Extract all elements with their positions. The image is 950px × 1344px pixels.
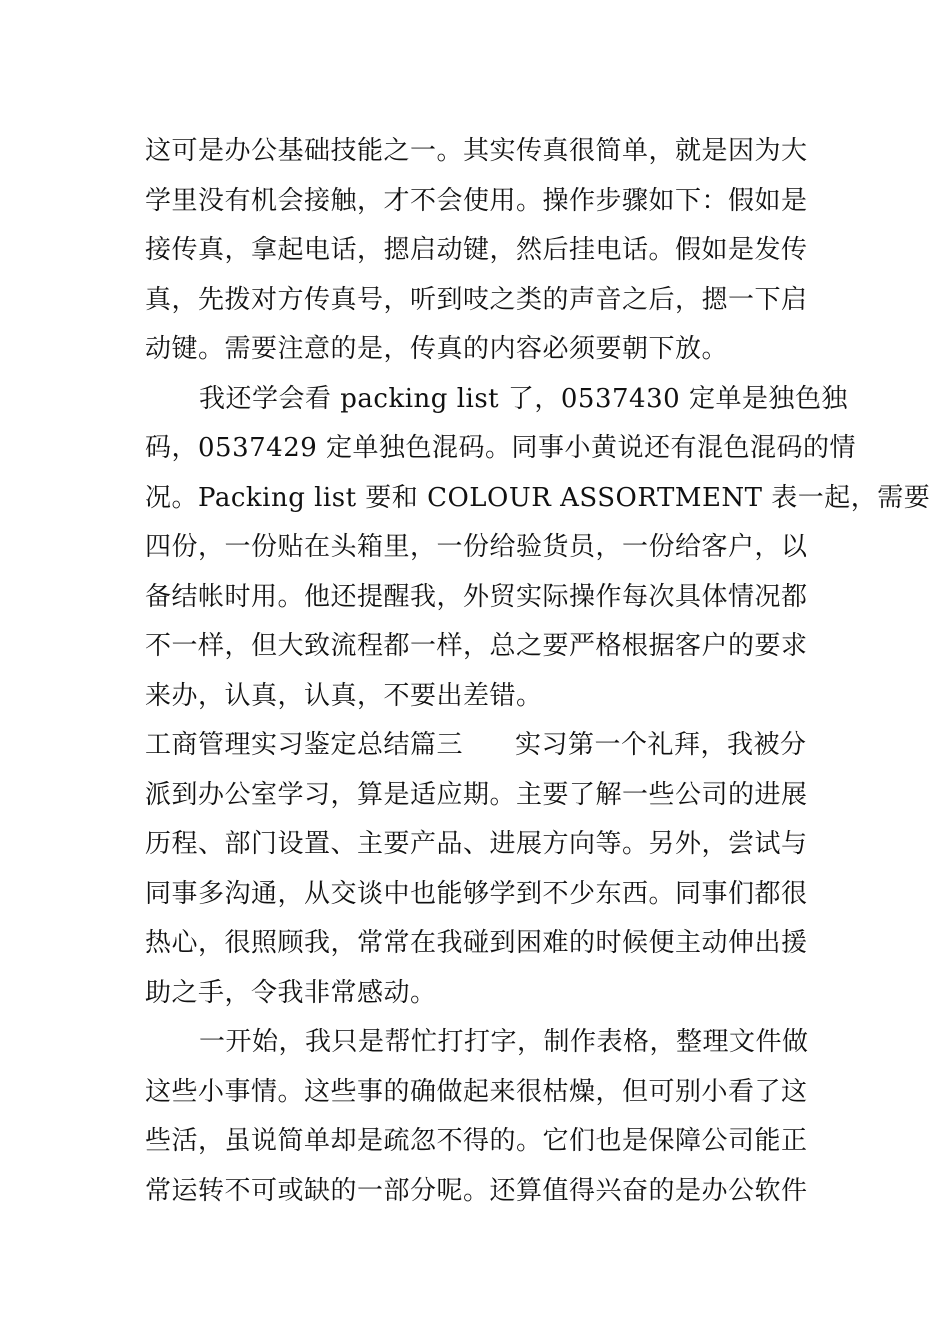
text-line: 热心，很照顾我，常常在我碰到困难的时候便主动伸出援: [145, 928, 808, 958]
text-line: 同事多沟通，从交谈中也能够学到不少东西。同事们都很: [145, 878, 808, 909]
text-line: 接传真，拿起电话，摁启动键，然后挂电话。假如是发传: [145, 235, 808, 265]
text-line: 这可是办公基础技能之一。其实传真很简单，就是因为大: [145, 136, 808, 166]
section-heading-line: [145, 721, 807, 771]
text-line: 一开始，我只是帮忙打打字，制作表格，整理文件做: [199, 1027, 809, 1057]
text-line: 码，0537429 定单独色混码。同事小黄说还有混色混码的情: [145, 433, 857, 463]
text-line: 备结帐时用。他还提醒我，外贸实际操作每次具体情况都: [145, 581, 808, 612]
text-line: 来办，认真，认真，不要出差错。: [145, 680, 543, 711]
section-first-text: 实习第一个礼拜，我被分: [515, 730, 807, 760]
text-line: 这些小事情。这些事的确做起来很枯燥，但可别小看了这: [145, 1076, 808, 1107]
text-line: 况。Packing list 要和 COLOUR ASSORTMENT 表一起，需要: [145, 482, 931, 513]
text-line: 历程、部门设置、主要产品、进展方向等。另外，尝试与: [145, 829, 808, 859]
document-body: [145, 127, 931, 1216]
text-line: 四份，一份贴在头箱里，一份给验货员，一份给客户，以: [145, 532, 808, 562]
text-line: 学里没有机会接触，才不会使用。操作步骤如下：假如是: [145, 185, 808, 216]
text-line: 我还学会看 packing list 了，0537430 定单是独色独: [199, 383, 848, 414]
text-line: 派到办公室学习，算是适应期。主要了解一些公司的进展: [145, 779, 808, 810]
text-line: 动键。需要注意的是，传真的内容必须要朝下放。: [145, 334, 729, 364]
text-line: 真，先拨对方传真号，听到吱之类的声音之后，摁一下启: [145, 284, 808, 315]
text-line: 助之手，令我非常感动。: [145, 977, 437, 1008]
text-line: 不一样，但大致流程都一样，总之要严格根据客户的要求: [145, 631, 808, 661]
text-line: 常运转不可或缺的一部分呢。还算值得兴奋的是办公软件: [145, 1175, 808, 1206]
text-line: 些活，虽说简单却是疏忽不得的。它们也是保障公司能正: [145, 1126, 808, 1156]
section-title: 工商管理实习鉴定总结篇三: [145, 730, 464, 760]
